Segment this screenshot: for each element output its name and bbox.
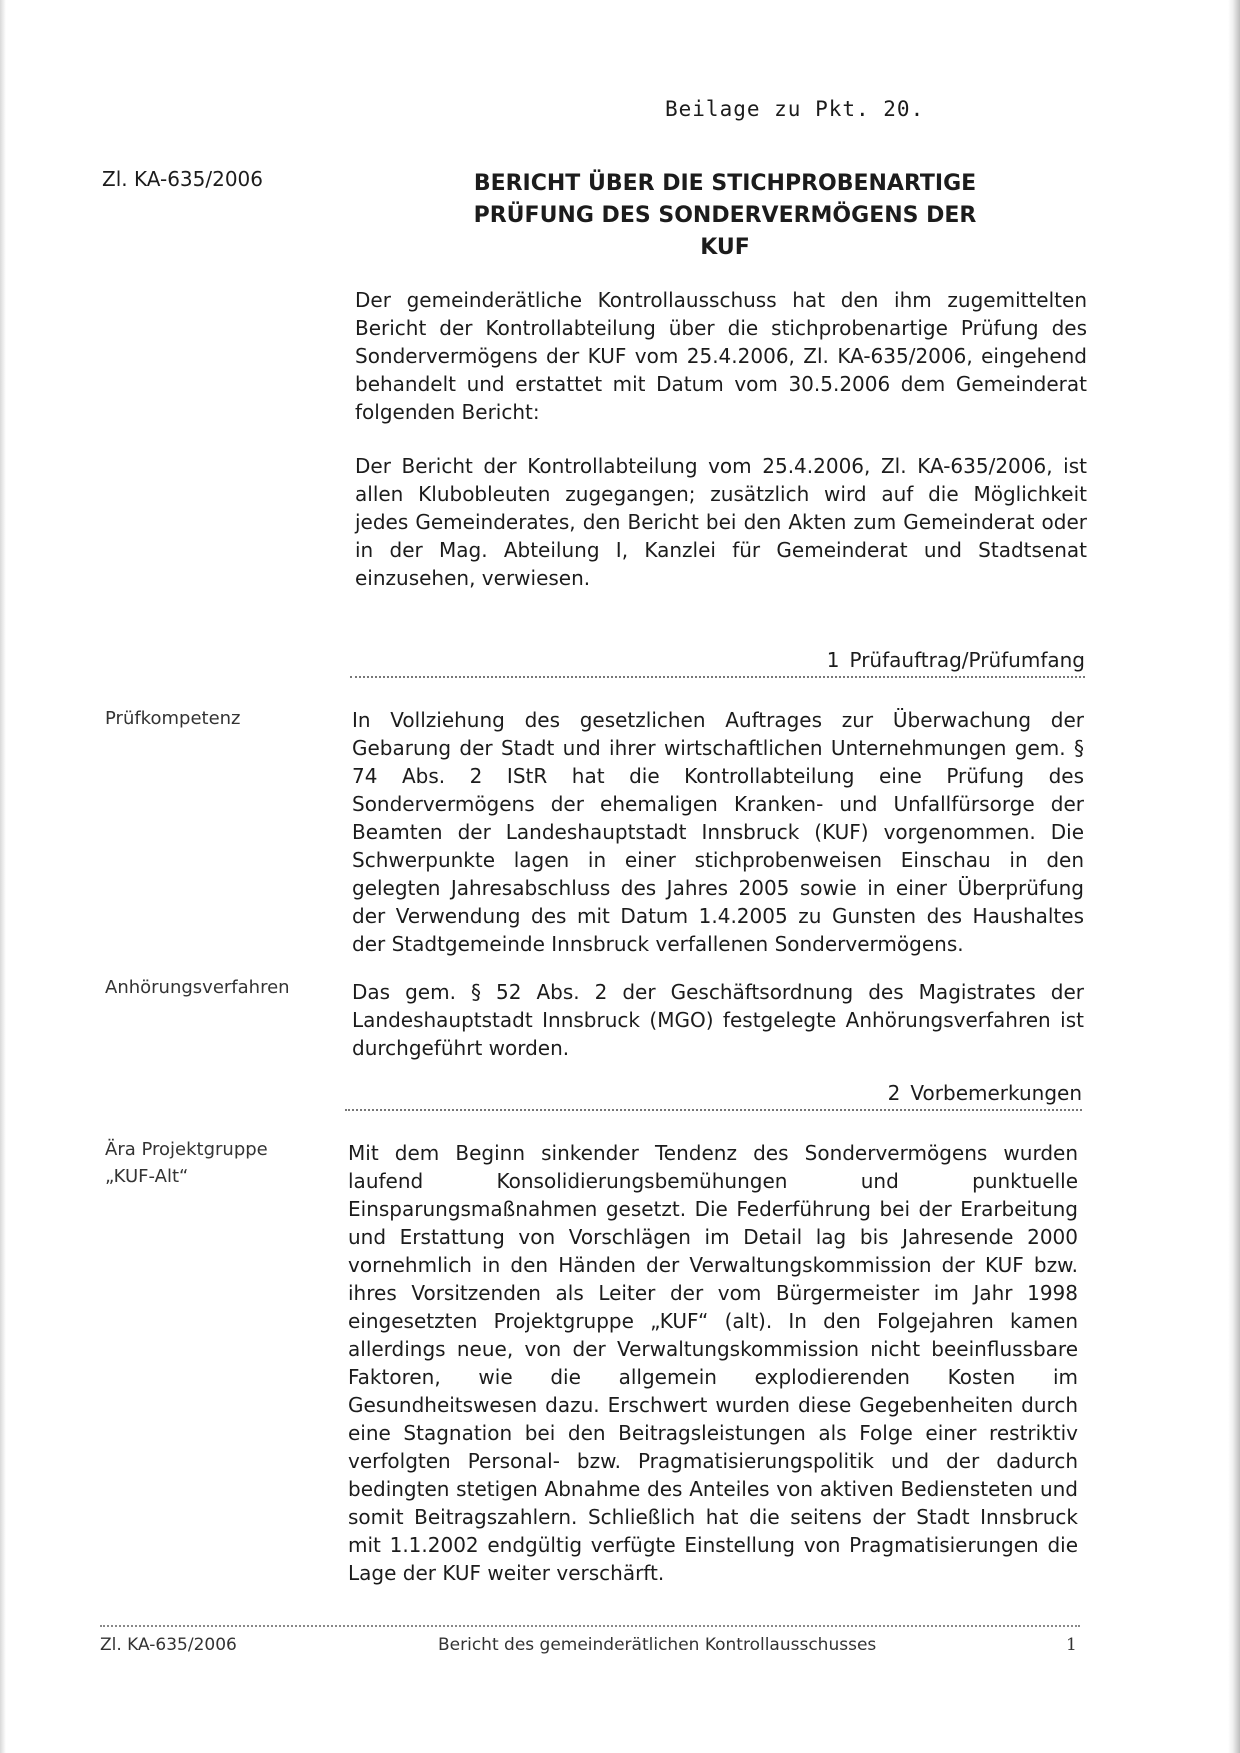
- intro-paragraph: Der gemeinderätliche Kontrollausschuss hat den ihm zugemittelten Bericht der Kontrollabteilung über die stichprobenartige Prüfung des Sondervermögens der KUF vom 25.4.2006, Zl. KA-635/2006, eingehend behandelt und erstattet mit Datum vom 30.5.2006 dem Gemeinderat folgenden Bericht:: [355, 288, 1087, 424]
- section-heading: [345, 1081, 1082, 1111]
- scan-right-edge: [1228, 0, 1240, 1753]
- section-title: Vorbemerkungen: [910, 1081, 1082, 1105]
- footer-reference: Zl. KA-635/2006: [100, 1635, 237, 1655]
- footer-divider: [100, 1625, 1080, 1627]
- section-title: Prüfauftrag/Prüfumfang: [849, 648, 1085, 672]
- file-reference: Zl. KA-635/2006: [102, 167, 264, 191]
- attachment-note: Beilage zu Pkt. 20.: [665, 97, 925, 121]
- section-number: 2: [887, 1081, 901, 1105]
- document-title: [425, 168, 1025, 264]
- margin-label: Prüfkompetenz: [105, 708, 241, 729]
- page-number: 1: [1066, 1635, 1077, 1655]
- body-paragraph: Das gem. § 52 Abs. 2 der Geschäftsordnung des Magistrates der Landeshauptstadt Innsbruck (MGO) festgelegte Anhörungsverfahren ist durchgeführt worden.: [352, 980, 1084, 1060]
- body-paragraph: In Vollziehung des gesetzlichen Auftrages zur Überwachung der Gebarung der Stadt und ihrer wirtschaftlichen Unternehmungen gem. § 74 Abs. 2 IStR hat die Kontrollabteilung eine Prüfung des Sondervermögens der ehemaligen Kranken- und Unfallfürsorge der Beamten der Landeshauptstadt Innsbruck (KUF) vorgenommen. Die Schwerpunkte lagen in einer stichprobenweisen Einschau in den gelegten Jahresabschluss des Jahres 2005 sowie in einer Überprüfung der Verwendung des mit Datum 1.4.2005 zu Gunsten des Haushaltes der Stadtgemeinde Innsbruck verfallenen Sondervermögens.: [352, 708, 1084, 956]
- title-line: KUF: [700, 235, 750, 260]
- section-heading: [350, 648, 1085, 678]
- margin-label-line: „KUF-Alt“: [105, 1166, 189, 1187]
- footer-title: Bericht des gemeinderätlichen Kontrollausschusses: [438, 1635, 877, 1655]
- title-line: BERICHT ÜBER DIE STICHPROBENARTIGE: [473, 171, 977, 196]
- title-line: PRÜFUNG DES SONDERVERMÖGENS DER: [473, 203, 977, 228]
- intro-paragraph: Der Bericht der Kontrollabteilung vom 25.4.2006, Zl. KA-635/2006, ist allen Klubobleuten zugegangen; zusätzlich wird auf die Möglichkeit jedes Gemeinderates, den Bericht bei den Akten zum Gemeinderat oder in der Mag. Abteilung I, Kanzlei für Gemeinderat und Stadtsenat einzusehen, verwiesen.: [355, 454, 1087, 590]
- scan-left-edge: [0, 0, 6, 1753]
- section-number: 1: [826, 648, 840, 672]
- margin-label: Anhörungsverfahren: [105, 977, 290, 998]
- margin-label-line: Ära Projektgruppe: [105, 1139, 268, 1160]
- body-paragraph: Mit dem Beginn sinkender Tendenz des Sondervermögens wurden laufend Konsolidierungsbemühungen und punktuelle Einsparungsmaßnahmen gesetzt. Die Federführung bei der Erarbeitung und Erstattung von Vorschlägen im Detail lag bis Jahresende 2000 vornehmlich in den Händen der Verwaltungskommission der KUF bzw. ihres Vorsitzenden als Leiter der vom Bürgermeister im Jahr 1998 eingesetzten Projektgruppe „KUF“ (alt). In den Folgejahren kamen allerdings neue, von der Verwaltungskommission nicht beeinflussbare Faktoren, wie die allgemein explodierenden Kosten im Gesundheitswesen dazu. Erschwert wurden diese Gegebenheiten durch eine Stagnation bei den Beitragsleistungen als Folge einer restriktiv verfolgten Personal- bzw. Pragmatisierungspolitik und der dadurch bedingten stetigen Abnahme des Anteiles von aktiven Bediensteten und somit Beitragszahlern. Schließlich hat die seitens der Stadt Innsbruck mit 1.1.2002 endgültig verfügte Einstellung von Pragmatisierungen die Lage der KUF weiter verschärft.: [348, 1141, 1078, 1585]
- margin-label: [105, 1136, 268, 1190]
